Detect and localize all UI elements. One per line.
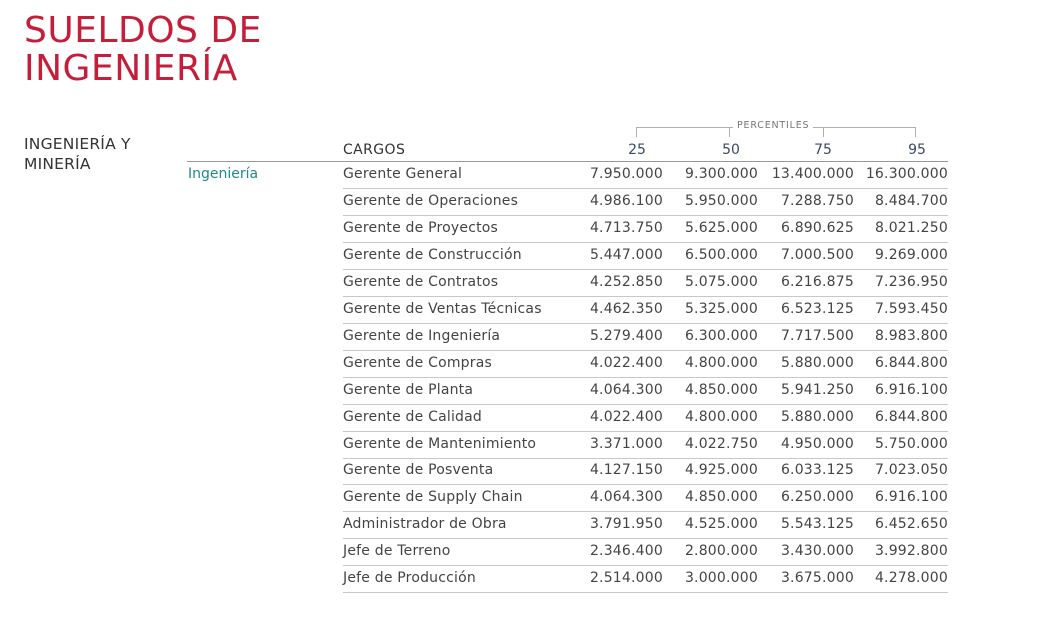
column-header-cargos: CARGOS (343, 142, 406, 158)
p95-cell: 6.452.650 (874, 516, 948, 533)
p25-cell: 2.346.400 (589, 543, 663, 560)
p25-cell: 7.950.000 (589, 166, 663, 182)
p25-cell: 3.791.950 (589, 516, 663, 533)
p50-cell: 5.625.000 (684, 219, 758, 236)
p50-cell: 6.500.000 (684, 246, 758, 263)
table-row (343, 539, 948, 566)
table-row (343, 566, 948, 593)
p75-cell: 5.941.250 (780, 381, 854, 398)
table-row (343, 512, 948, 539)
p25-cell: 4.713.750 (589, 219, 663, 236)
p95-cell: 6.916.100 (874, 381, 948, 398)
p75-cell: 6.523.125 (780, 300, 854, 317)
cargo-cell: Gerente de Contratos (343, 273, 499, 290)
p50-cell: 4.022.750 (684, 435, 758, 452)
section-heading (24, 134, 131, 174)
p50-cell: 5.325.000 (684, 300, 758, 317)
p75-cell: 5.880.000 (780, 408, 854, 425)
p50-cell: 4.925.000 (684, 462, 758, 479)
bracket-tick-75 (823, 128, 824, 137)
cargo-cell: Gerente de Compras (343, 354, 492, 371)
p75-cell: 13.400.000 (771, 166, 854, 182)
p50-cell: 5.075.000 (684, 273, 758, 290)
column-header-p95: 95 (908, 142, 926, 158)
p25-cell: 4.462.350 (589, 300, 663, 317)
p75-cell: 3.430.000 (780, 543, 854, 560)
p95-cell: 5.750.000 (874, 435, 948, 452)
cargo-cell: Gerente de Ventas Técnicas (343, 300, 542, 317)
p75-cell: 6.250.000 (780, 489, 854, 506)
table-row (343, 378, 948, 405)
p25-cell: 5.447.000 (589, 246, 663, 263)
p50-cell: 2.800.000 (684, 543, 758, 560)
p95-cell: 4.278.000 (874, 570, 948, 587)
p50-cell: 4.850.000 (684, 381, 758, 398)
p95-cell: 8.021.250 (874, 219, 948, 236)
p95-cell: 9.269.000 (874, 246, 948, 263)
p75-cell: 5.543.125 (780, 516, 854, 533)
p75-cell: 6.216.875 (780, 273, 854, 290)
column-header-p50: 50 (722, 142, 740, 158)
p75-cell: 6.033.125 (780, 462, 854, 479)
page-title-line-2: INGENIERÍA (24, 48, 238, 89)
p50-cell: 4.525.000 (684, 516, 758, 533)
cargo-cell: Gerente de Supply Chain (343, 489, 523, 506)
p95-cell: 7.023.050 (874, 462, 948, 479)
p50-cell: 6.300.000 (684, 327, 758, 344)
column-header-p75: 75 (814, 142, 832, 158)
subsection-label: Ingeniería (188, 166, 259, 182)
p95-cell: 8.983.800 (874, 327, 948, 344)
p25-cell: 3.371.000 (589, 435, 663, 452)
percentiles-label: PERCENTILES (733, 120, 813, 131)
p25-cell: 4.127.150 (589, 462, 663, 479)
p75-cell: 7.000.500 (780, 246, 854, 263)
cargo-cell: Gerente de Calidad (343, 408, 482, 425)
p75-cell: 5.880.000 (780, 354, 854, 371)
p75-cell: 6.890.625 (780, 219, 854, 236)
p25-cell: 2.514.000 (589, 570, 663, 587)
cargo-cell: Gerente de Proyectos (343, 219, 499, 236)
p50-cell: 4.850.000 (684, 489, 758, 506)
p95-cell: 7.593.450 (874, 300, 948, 317)
p25-cell: 4.064.300 (589, 489, 663, 506)
p95-cell: 6.844.800 (874, 354, 948, 371)
p50-cell: 4.800.000 (684, 408, 758, 425)
p95-cell: 3.992.800 (874, 543, 948, 560)
p95-cell: 16.300.000 (865, 166, 948, 182)
p25-cell: 4.064.300 (589, 381, 663, 398)
table-row (343, 162, 948, 189)
table-row (343, 351, 948, 378)
p75-cell: 4.950.000 (780, 435, 854, 452)
p50-cell: 4.800.000 (684, 354, 758, 371)
p95-cell: 6.844.800 (874, 408, 948, 425)
p95-cell: 6.916.100 (874, 489, 948, 506)
cargo-cell: Gerente de Mantenimiento (343, 435, 537, 452)
cargo-cell: Gerente de Posventa (343, 462, 494, 479)
page-title-line-1: SUELDOS DE (24, 10, 262, 51)
section-heading-line-1: INGENIERÍA Y (24, 135, 131, 153)
cargo-cell: Jefe de Producción (343, 570, 476, 587)
section-heading-line-2: MINERÍA (24, 155, 91, 173)
cargo-cell: Gerente de Construcción (343, 246, 522, 263)
table-row (343, 324, 948, 351)
table-row (343, 458, 948, 485)
p95-cell: 7.236.950 (874, 273, 948, 290)
p75-cell: 7.717.500 (780, 327, 854, 344)
table-row (343, 405, 948, 432)
p95-cell: 8.484.700 (874, 192, 948, 209)
bracket-tick-25 (636, 128, 637, 137)
cargo-cell: Gerente de Operaciones (343, 192, 519, 209)
p50-cell: 5.950.000 (684, 192, 758, 209)
table-row (343, 243, 948, 270)
p75-cell: 3.675.000 (780, 570, 854, 587)
table-row (343, 432, 948, 459)
p50-cell: 9.300.000 (684, 166, 758, 182)
p25-cell: 4.022.400 (589, 354, 663, 371)
table-row (343, 216, 948, 243)
bracket-tick-95 (915, 128, 916, 137)
table-row (343, 485, 948, 512)
p25-cell: 4.252.850 (589, 273, 663, 290)
p25-cell: 5.279.400 (589, 327, 663, 344)
p25-cell: 4.986.100 (589, 192, 663, 209)
table-row (343, 189, 948, 216)
cargo-cell: Gerente de Planta (343, 381, 474, 398)
p25-cell: 4.022.400 (589, 408, 663, 425)
row-divider (343, 592, 948, 593)
bracket-tick-50 (729, 128, 730, 137)
table-row (343, 270, 948, 297)
p50-cell: 3.000.000 (684, 570, 758, 587)
p75-cell: 7.288.750 (780, 192, 854, 209)
page-title (24, 12, 262, 88)
cargo-cell: Gerente General (343, 166, 463, 182)
cargo-cell: Administrador de Obra (343, 516, 507, 533)
column-header-p25: 25 (628, 142, 646, 158)
table-row (343, 297, 948, 324)
cargo-cell: Jefe de Terreno (343, 543, 451, 560)
cargo-cell: Gerente de Ingeniería (343, 327, 501, 344)
